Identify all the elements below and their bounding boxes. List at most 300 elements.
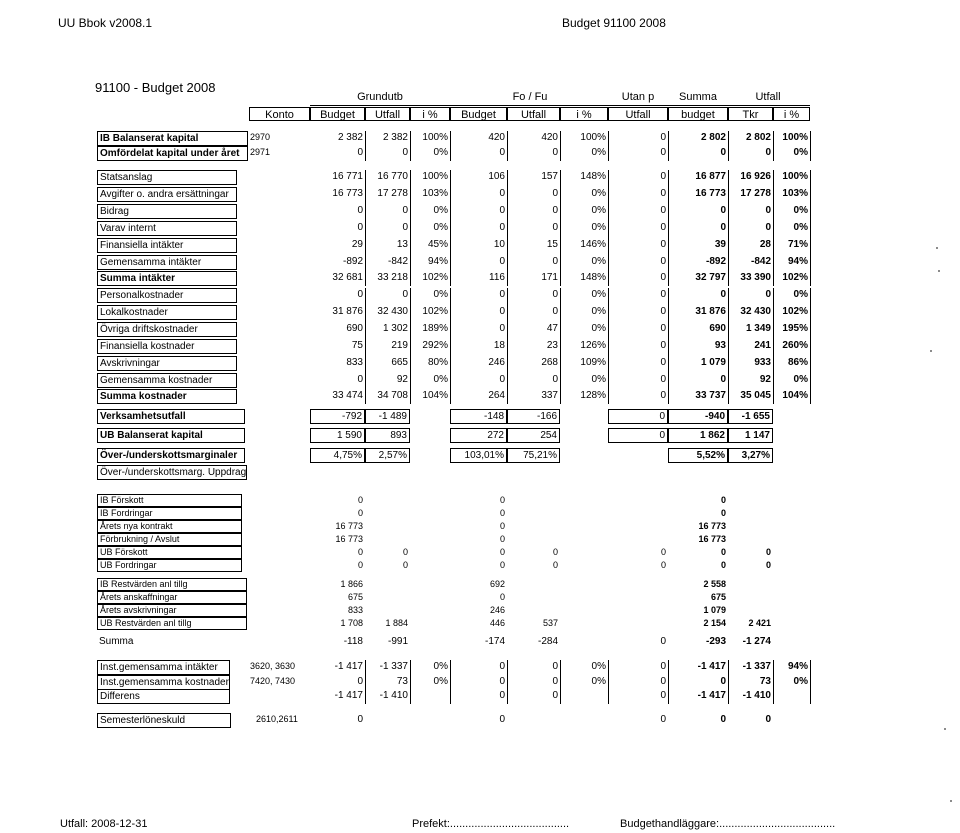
table-cell: 1 590 [310,428,365,443]
table-cell: 0 [765,222,771,233]
row-label: Övriga driftskostnader [97,322,237,337]
row-label: Gemensamma intäkter [97,255,237,270]
table-cell: 0 [660,205,666,216]
row-label: Gemensamma kostnader [97,373,237,388]
group-utan: Utan p [621,91,655,103]
table-cell: -1 274 [742,636,771,647]
grid-line [365,170,366,286]
table-cell: 0 [402,547,408,557]
table-cell: 690 [709,323,726,334]
grid-line [365,131,366,161]
row-label: Semesterlöneskuld [97,713,231,728]
table-cell: 0% [591,222,606,233]
table-cell: 0 [499,147,505,158]
table-cell: 0% [793,289,808,300]
table-cell: 0% [793,205,808,216]
table-cell [560,448,608,463]
table-cell: 0% [591,188,606,199]
col-grundutb-utfall: Utfall [365,107,410,121]
table-cell: 0 [552,147,558,158]
table-cell: -1 417 [697,690,726,701]
row-label: IB Balanserat kapital [97,131,248,146]
row-label: Förbrukning / Avslut [97,533,242,546]
row-label: Varav internt [97,221,237,236]
table-cell: 33 737 [695,390,726,401]
grid-line [507,288,508,404]
table-cell: 92 [759,374,771,385]
grid-line [728,660,729,704]
table-cell: 0 [499,661,505,672]
table-cell: 0 [660,132,666,143]
table-cell [560,428,608,443]
grid-line [410,288,411,404]
table-cell: 0% [591,289,606,300]
grid-line [450,288,451,404]
grid-line [773,131,774,161]
table-cell: 0 [499,222,505,233]
table-cell: 0 [552,256,558,267]
table-cell: 73 [396,676,408,687]
table-cell: 16 773 [332,188,363,199]
table-cell: 420 [488,132,505,143]
footer-prefekt: Prefekt:....................................... [412,818,570,830]
row-label: Över-/underskottsmarg. Uppdrag [97,465,247,480]
table-cell: 0 [720,147,726,158]
col-utan-utfall: Utfall [608,107,668,121]
row-label: IB Restvärden anl tillg [97,578,247,591]
table-cell: 33 390 [740,272,771,283]
grid-line [450,660,451,704]
table-cell: 5,52% [668,448,728,463]
table-cell [410,409,450,424]
table-cell: 292% [422,340,448,351]
table-cell: 0 [552,205,558,216]
table-cell: 893 [365,428,410,443]
table-cell: 0 [552,188,558,199]
row-label: Summa [97,635,135,650]
table-cell: 171 [541,272,558,283]
table-cell: 690 [346,323,363,334]
table-cell: 0 [660,661,666,672]
row-label: Finansiella kostnader [97,339,237,354]
grid-line [608,288,609,404]
header-center: Budget 91100 2008 [562,16,666,30]
col-fofu-budget: Budget [450,107,507,121]
grid-line [507,131,508,161]
table-cell: 219 [391,340,408,351]
table-cell: 0 [499,323,505,334]
table-cell: 0% [433,676,448,687]
grid-line [773,170,774,286]
table-cell: -842 [387,256,408,267]
table-cell: 0 [499,714,505,725]
table-cell: 446 [489,618,505,628]
row-konto: 7420, 7430 [250,676,296,686]
table-cell: 0% [433,147,448,158]
table-cell: 675 [710,592,726,602]
table-cell: 0 [720,222,726,233]
row-label: Statsanslag [97,170,237,185]
col-grundutb-budget: Budget [310,107,365,121]
table-cell: 1 884 [385,618,408,628]
table-cell: 0 [357,205,363,216]
scan-speck [938,270,940,272]
table-cell: 32 430 [740,306,771,317]
group-utfall: Utfall [755,91,781,103]
table-cell: 4,75% [310,448,365,463]
table-cell: 0 [660,147,666,158]
table-cell: 2 558 [703,579,726,589]
table-cell: 537 [542,618,558,628]
table-cell: 0 [402,222,408,233]
table-cell: 94% [427,256,448,267]
row-konto: 3620, 3630 [250,661,296,671]
row-label: Omfördelat kapital under året [97,146,248,161]
table-cell: 102% [782,272,808,283]
table-cell: 0 [660,714,666,725]
table-cell: 16 773 [695,188,726,199]
grid-line [608,660,609,704]
table-cell: 75,21% [507,448,560,463]
table-cell: 0 [720,289,726,300]
table-cell: 0% [591,323,606,334]
table-cell: 833 [346,357,363,368]
table-cell: -892 [342,256,363,267]
table-cell: 0 [660,323,666,334]
row-label: UB Förskott [97,546,242,559]
row-label: Årets anskaffningar [97,591,247,604]
table-cell: 254 [507,428,560,443]
table-cell: 0 [660,374,666,385]
table-cell: 2 421 [748,618,771,628]
page-title: 91100 - Budget 2008 [95,80,216,95]
table-cell: 0 [660,560,666,570]
table-cell: 0 [660,340,666,351]
table-cell: 23 [546,340,558,351]
row-label: IB Fordringar [97,507,242,520]
grid-line [560,660,561,704]
table-cell: 246 [489,605,505,615]
table-cell: 0 [357,147,363,158]
table-cell: 0 [402,560,408,570]
group-fofu: Fo / Fu [512,91,548,103]
row-label: Differens [97,689,230,704]
table-cell: -293 [705,636,726,647]
table-cell: 1 079 [700,357,726,368]
grid-line [728,288,729,404]
table-cell: 0 [357,714,363,725]
grid-line [773,288,774,404]
table-cell: 104% [422,390,448,401]
table-cell: 32 681 [332,272,363,283]
table-cell: 195% [782,323,808,334]
table-cell: 0% [591,256,606,267]
col-fofu-pct: i % [560,107,608,121]
table-cell: 0% [793,222,808,233]
table-cell: 92 [396,374,408,385]
table-cell: 0% [591,661,606,672]
row-label: Avgifter o. andra ersättningar [97,187,237,202]
table-cell: 80% [427,357,448,368]
table-cell: 32 430 [377,306,408,317]
table-cell: 0 [499,205,505,216]
table-cell: 103% [422,188,448,199]
table-cell: 0 [402,147,408,158]
row-label: UB Balanserat kapital [97,428,245,443]
table-cell: 0 [499,521,505,531]
table-cell: 0% [433,374,448,385]
footer-utfall: Utfall: 2008-12-31 [60,818,148,830]
scan-speck [936,247,938,249]
col-grundutb-pct: i % [410,107,450,121]
table-cell: 0 [499,306,505,317]
table-cell: 17 278 [377,188,408,199]
scan-speck [944,728,946,730]
grid-line [668,170,669,286]
table-cell: 0 [499,560,505,570]
table-cell: 0 [660,547,666,557]
grid-line [507,170,508,286]
table-cell: 0 [499,188,505,199]
table-cell: 0% [591,205,606,216]
table-cell [410,428,450,443]
grid-line [810,131,811,161]
table-cell: 0 [499,508,505,518]
table-cell: 0 [660,636,666,647]
grid-line [668,288,669,404]
table-cell: -1 410 [742,690,771,701]
table-cell: 16 773 [698,521,726,531]
table-cell: 0 [357,560,363,570]
table-cell: 102% [422,272,448,283]
table-cell: 0 [552,560,558,570]
table-cell: 0% [591,374,606,385]
table-cell: 34 708 [377,390,408,401]
table-cell: 16 877 [695,171,726,182]
row-label: Bidrag [97,204,237,219]
table-cell: -1 337 [742,661,771,672]
table-cell: -1 417 [697,661,726,672]
table-cell: 0 [720,547,726,557]
table-cell: 272 [450,428,507,443]
table-cell: -1 417 [334,690,363,701]
table-cell: 1 147 [728,428,773,443]
table-cell: 0% [433,205,448,216]
table-cell: 0 [660,239,666,250]
row-label: Summa kostnader [97,389,237,404]
table-cell [608,448,668,463]
table-cell: 100% [782,171,808,182]
row-label: UB Fordringar [97,559,242,572]
grid-line [365,288,366,404]
table-cell: 0 [357,676,363,687]
table-cell: 0 [765,560,771,570]
table-cell: 148% [580,272,606,283]
table-cell: 0 [552,676,558,687]
table-cell: -148 [450,409,507,424]
table-cell: 260% [782,340,808,351]
table-cell: 1 862 [668,428,728,443]
col-fofu-utfall: Utfall [507,107,560,121]
table-cell: 10 [493,239,505,250]
row-label: Årets nya kontrakt [97,520,242,533]
table-cell: 16 771 [332,171,363,182]
table-cell: 264 [488,390,505,401]
table-cell: 0 [402,205,408,216]
table-cell: 13 [396,239,408,250]
table-cell: 0 [660,676,666,687]
grid-line [560,288,561,404]
table-cell: 2,57% [365,448,410,463]
table-cell: -118 [343,636,363,647]
row-label: Personalkostnader [97,288,237,303]
grid-line [728,131,729,161]
table-cell: 16 773 [335,534,363,544]
table-cell: 0% [591,306,606,317]
table-cell: 31 876 [695,306,726,317]
table-cell: 0 [357,495,363,505]
col-summa-budget: budget [668,107,728,121]
table-cell: 0 [660,222,666,233]
table-cell: 833 [347,605,363,615]
grid-line [410,170,411,286]
table-cell: 18 [493,340,505,351]
table-cell: 33 474 [332,390,363,401]
table-cell: -892 [705,256,726,267]
table-cell: 0 [552,661,558,672]
row-konto: 2970 [250,132,271,142]
table-cell: 0 [499,676,505,687]
table-cell: 0 [660,357,666,368]
table-cell: 128% [580,390,606,401]
table-cell: -1 655 [728,409,773,424]
table-cell: 100% [422,171,448,182]
grid-line [608,131,609,161]
table-cell: 31 876 [332,306,363,317]
table-cell: 0 [499,690,505,701]
table-cell: 2 382 [337,132,363,143]
table-cell [560,409,608,424]
table-cell: 0 [499,374,505,385]
table-cell: 0% [591,676,606,687]
grid-line [507,660,508,704]
table-cell: 28 [759,239,771,250]
table-cell: 0 [552,547,558,557]
table-cell: 0 [720,676,726,687]
grid-line [560,131,561,161]
table-cell: 126% [580,340,606,351]
grid-line [608,170,609,286]
table-cell [773,428,810,443]
table-cell: 0 [720,374,726,385]
table-cell: 146% [580,239,606,250]
table-cell: 109% [580,357,606,368]
table-cell: 103% [782,188,808,199]
grid-line [810,170,811,286]
row-label: UB Restvärden anl tillg [97,617,247,630]
table-cell: 0% [793,374,808,385]
table-cell: 148% [580,171,606,182]
col-utfall-tkr: Tkr [728,107,773,121]
table-cell: 0 [765,714,771,725]
scan-speck [950,800,952,802]
header-rule [310,105,810,106]
grid-line [450,131,451,161]
table-cell: 17 278 [740,188,771,199]
table-cell: -284 [537,636,558,647]
grid-line [773,660,774,704]
table-cell: 0 [720,508,726,518]
table-cell: 2 382 [382,132,408,143]
table-cell: 47 [546,323,558,334]
table-cell: 16 770 [377,171,408,182]
table-cell: 0 [357,222,363,233]
table-cell: 100% [422,132,448,143]
grid-line [810,288,811,404]
table-cell: 103,01% [450,448,507,463]
table-cell: 268 [541,357,558,368]
table-cell: 0 [499,495,505,505]
footer-budgethandlaggare: Budgethandläggare:...................................... [620,818,836,830]
table-cell: 420 [541,132,558,143]
table-cell: 692 [489,579,505,589]
table-cell: 71% [787,239,808,250]
table-cell: 0 [357,508,363,518]
table-cell: 0% [793,676,808,687]
table-cell: 0% [433,222,448,233]
table-cell: 0 [552,222,558,233]
table-cell: 35 045 [740,390,771,401]
table-cell: 0 [552,306,558,317]
table-cell: 675 [347,592,363,602]
table-cell: 102% [422,306,448,317]
table-cell: 0 [608,428,668,443]
table-cell: 0 [499,256,505,267]
table-cell: 0 [608,409,668,424]
table-cell: -1 417 [334,661,363,672]
table-cell: 933 [754,357,771,368]
table-cell: 33 218 [377,272,408,283]
table-cell: 0 [720,560,726,570]
row-label: IB Förskott [97,494,242,507]
row-konto: 2971 [250,147,271,157]
table-cell: 2 802 [745,132,771,143]
table-cell: 0 [720,205,726,216]
table-cell: 0 [552,690,558,701]
table-cell: 73 [759,676,771,687]
table-cell: 0 [660,171,666,182]
table-cell: 0 [660,306,666,317]
table-cell: 39 [714,239,726,250]
grid-line [668,660,669,704]
header-left: UU Bbok v2008.1 [58,16,153,30]
table-cell: 0 [660,690,666,701]
group-grundutb: Grundutb [357,91,403,103]
table-cell: 1 302 [382,323,408,334]
table-cell: 106 [488,171,505,182]
table-cell: -166 [507,409,560,424]
row-konto: 2610,2611 [256,714,298,724]
table-cell: 0 [660,289,666,300]
table-cell: 0 [357,289,363,300]
grid-line [410,660,411,704]
table-cell: 1 708 [340,618,363,628]
row-label: Årets avskrivningar [97,604,247,617]
table-cell: 100% [782,132,808,143]
table-cell: 189% [422,323,448,334]
table-cell: 1 079 [703,605,726,615]
row-label: Inst.gemensamma kostnader [97,675,230,690]
